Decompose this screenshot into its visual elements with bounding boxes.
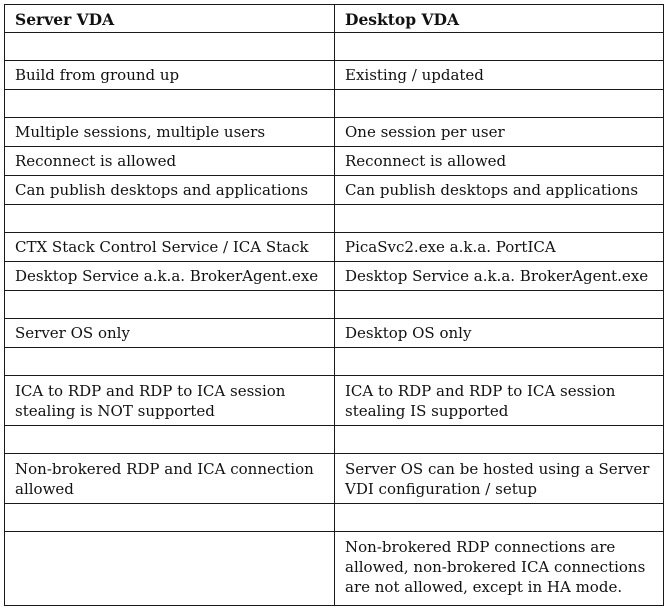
server-vda-cell [5,426,335,454]
server-vda-cell: Server OS only [5,319,335,348]
server-vda-cell: ICA to RDP and RDP to ICA session stealing is NOT supported [5,376,335,426]
desktop-vda-cell: Non-brokered RDP connections are allowed, non-brokered ICA connections are not allowed, except in HA mode. [335,532,664,606]
server-vda-cell [5,90,335,118]
table-row [5,147,664,176]
desktop-vda-cell: One session per user [335,118,664,147]
server-vda-cell [5,348,335,376]
desktop-vda-cell: Existing / updated [335,61,664,90]
desktop-vda-cell [335,504,664,532]
desktop-vda-cell [335,426,664,454]
server-vda-cell [5,205,335,233]
desktop-vda-cell: Desktop OS only [335,319,664,348]
desktop-vda-cell: Reconnect is allowed [335,147,664,176]
desktop-vda-cell [335,348,664,376]
table-row [5,319,664,348]
server-vda-cell [5,504,335,532]
server-vda-cell: Non-brokered RDP and ICA connection allowed [5,454,335,504]
server-vda-cell [5,33,335,61]
desktop-vda-cell [335,205,664,233]
table-row [5,348,664,376]
server-vda-cell: Multiple sessions, multiple users [5,118,335,147]
table-row [5,90,664,118]
table-row [5,61,664,90]
server-vda-cell [5,532,335,606]
desktop-vda-cell: PicaSvc2.exe a.k.a. PortICA [335,233,664,262]
desktop-vda-cell [335,33,664,61]
table-row [5,176,664,205]
table-row [5,376,664,426]
table-row [5,205,664,233]
server-vda-cell: Reconnect is allowed [5,147,335,176]
server-vda-cell: Can publish desktops and applications [5,176,335,205]
desktop-vda-cell [335,90,664,118]
table-row [5,426,664,454]
comparison-table [4,4,664,606]
table-row [5,454,664,504]
desktop-vda-cell: ICA to RDP and RDP to ICA session stealing IS supported [335,376,664,426]
desktop-vda-cell: Can publish desktops and applications [335,176,664,205]
desktop-vda-cell: Desktop Service a.k.a. BrokerAgent.exe [335,262,664,291]
table-row [5,33,664,61]
table-row [5,233,664,262]
server-vda-cell: Build from ground up [5,61,335,90]
table-row [5,262,664,291]
header-server-vda: Server VDA [5,5,335,33]
server-vda-cell: CTX Stack Control Service / ICA Stack [5,233,335,262]
desktop-vda-cell [335,291,664,319]
table-row [5,532,664,606]
table-row [5,504,664,532]
table-row [5,118,664,147]
desktop-vda-cell: Server OS can be hosted using a Server VDI configuration / setup [335,454,664,504]
header-row [5,5,664,33]
server-vda-cell [5,291,335,319]
server-vda-cell: Desktop Service a.k.a. BrokerAgent.exe [5,262,335,291]
header-desktop-vda: Desktop VDA [335,5,664,33]
table-row [5,291,664,319]
